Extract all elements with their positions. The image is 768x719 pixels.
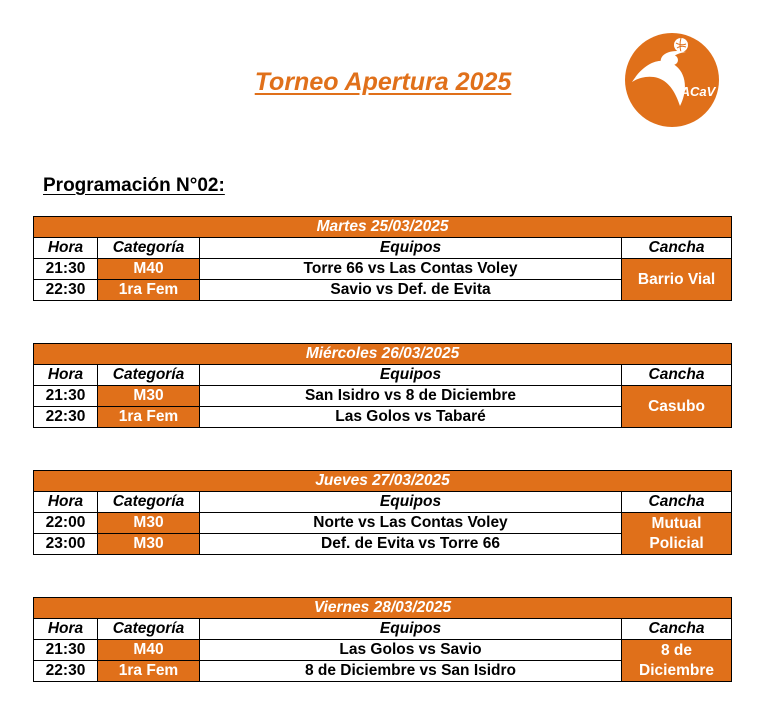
acav-logo [624,30,720,130]
match-time: 21:30 [34,386,98,407]
day-table [33,470,732,555]
match-category: 1ra Fem [98,280,200,301]
header-categoria: Categoría [98,238,200,259]
logo-text: ACaV [680,84,716,99]
table-row [34,513,732,534]
match-category: M30 [98,386,200,407]
match-teams: San Isidro vs 8 de Diciembre [200,386,622,407]
match-category: 1ra Fem [98,407,200,428]
match-category: M40 [98,640,200,661]
table-row [34,386,732,407]
match-category: 1ra Fem [98,661,200,682]
match-category: M30 [98,513,200,534]
header-cancha: Cancha [622,619,732,640]
match-category: M30 [98,534,200,555]
day-date: Viernes 28/03/2025 [34,598,732,619]
match-teams: Savio vs Def. de Evita [200,280,622,301]
match-teams: Norte vs Las Contas Voley [200,513,622,534]
court-label-line-1: Mutual [651,514,702,532]
match-time: 22:30 [34,280,98,301]
match-teams: Las Golos vs Tabaré [200,407,622,428]
match-time: 23:00 [34,534,98,555]
match-court [622,386,732,428]
table-row [34,259,732,280]
header-equipos: Equipos [200,492,622,513]
page-title: Torneo Apertura 2025 [254,68,512,96]
match-time: 22:30 [34,407,98,428]
match-teams: Las Golos vs Savio [200,640,622,661]
header-hora: Hora [34,619,98,640]
match-time: 21:30 [34,640,98,661]
header-hora: Hora [34,238,98,259]
header-equipos: Equipos [200,238,622,259]
header-hora: Hora [34,365,98,386]
header-cancha: Cancha [622,492,732,513]
header-cancha: Cancha [622,365,732,386]
court-label-line-2: Policial [649,534,704,552]
header-equipos: Equipos [200,365,622,386]
match-court [622,259,732,301]
match-court [622,640,732,682]
match-teams: Torre 66 vs Las Contas Voley [200,259,622,280]
day-table [33,216,732,301]
match-court [622,513,732,555]
header-categoria: Categoría [98,365,200,386]
day-date: Miércoles 26/03/2025 [34,344,732,365]
day-table [33,597,732,682]
match-category: M40 [98,259,200,280]
header-categoria: Categoría [98,492,200,513]
header-hora: Hora [34,492,98,513]
table-row [34,640,732,661]
match-time: 21:30 [34,259,98,280]
header-categoria: Categoría [98,619,200,640]
day-date: Jueves 27/03/2025 [34,471,732,492]
match-time: 22:30 [34,661,98,682]
court-label-line-2: Diciembre [639,661,714,679]
day-date: Martes 25/03/2025 [34,217,732,238]
match-teams: 8 de Diciembre vs San Isidro [200,661,622,682]
match-teams: Def. de Evita vs Torre 66 [200,534,622,555]
court-label: Barrio Vial [637,270,716,288]
day-table [33,343,732,428]
court-label-line-1: 8 de [661,641,693,659]
match-time: 22:00 [34,513,98,534]
court-label: Casubo [648,397,705,415]
header-cancha: Cancha [622,238,732,259]
header-equipos: Equipos [200,619,622,640]
schedule-number: Programación N°02: [43,175,225,196]
